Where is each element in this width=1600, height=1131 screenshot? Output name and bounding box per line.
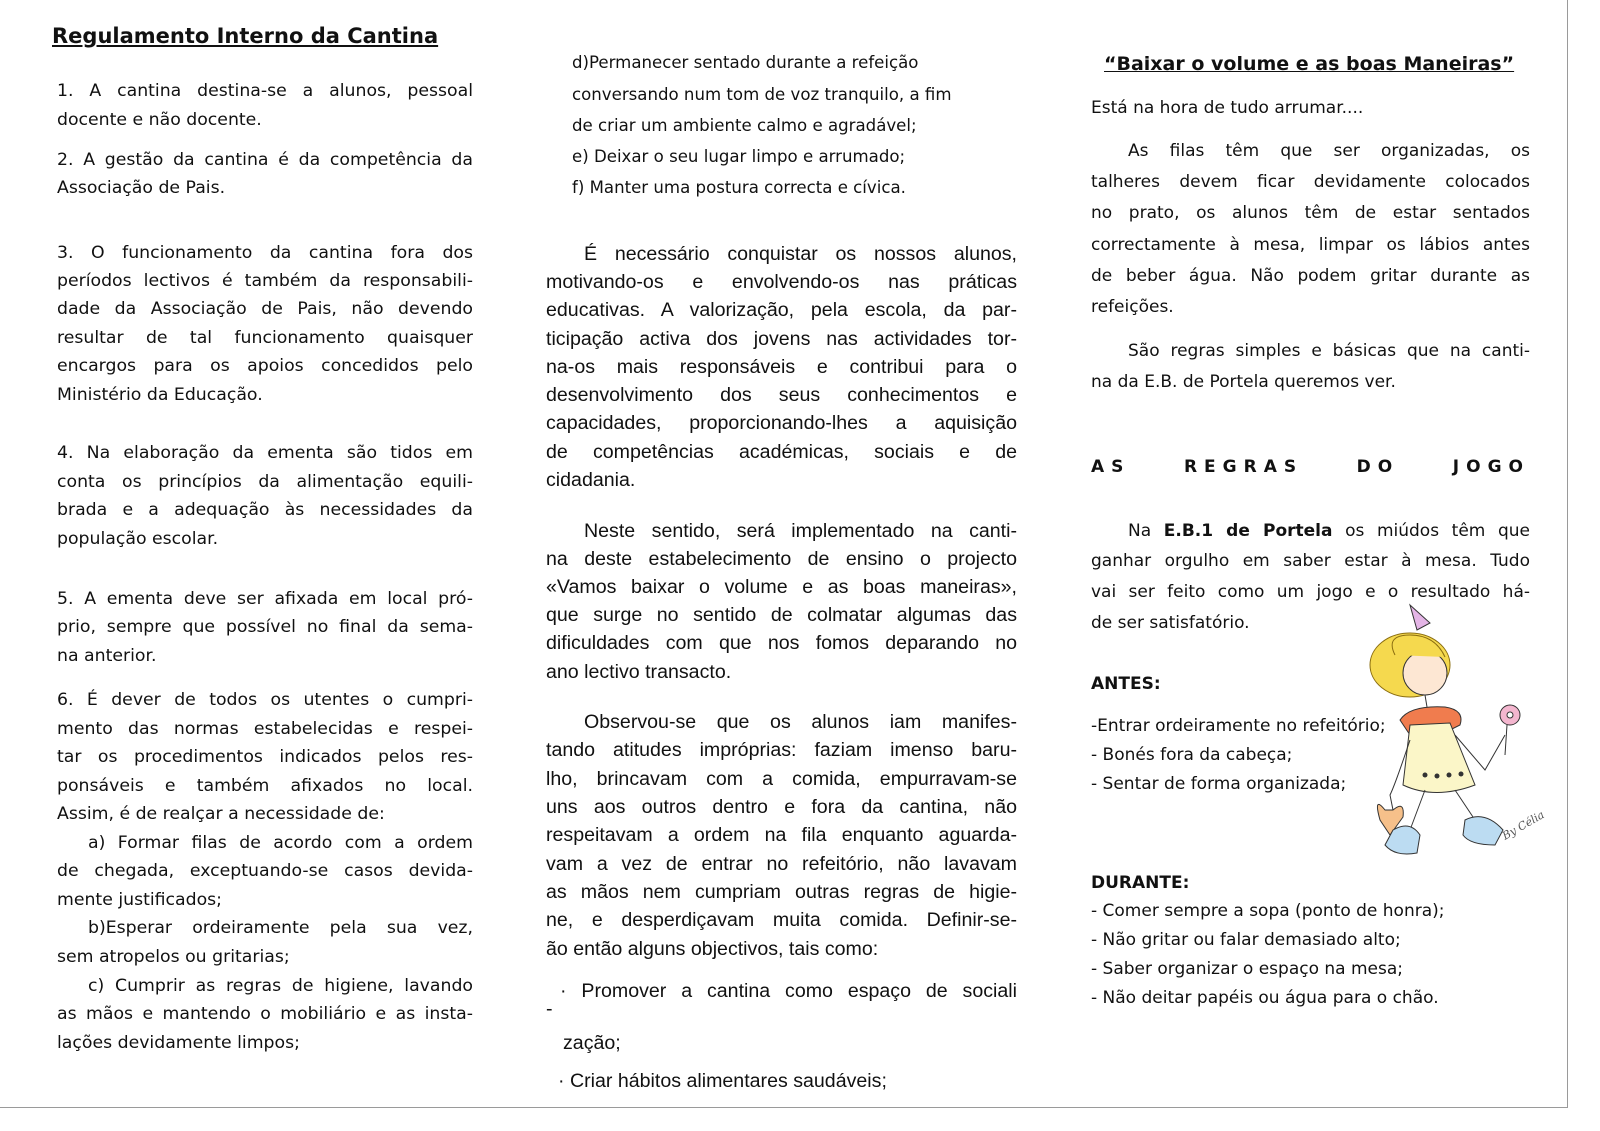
game-line: - Bonés fora da cabeça;: [1091, 745, 1293, 765]
regulation-line: lações devidamente limpos;: [57, 1033, 300, 1053]
regulation-line: b)Esperar ordeiramente pela sua vez,: [88, 918, 473, 938]
regulation-line: encargos para os apoios concedidos pelo: [57, 356, 473, 376]
regulation-line: brada e a adequação às necessidades da: [57, 500, 473, 520]
body-line: ão então alguns objectivos, tais como:: [546, 938, 879, 960]
regulation-line: 6. É dever de todos os utentes o cumpri-: [57, 690, 473, 710]
rule-line: f) Manter uma postura correcta e cívica.: [572, 178, 906, 197]
body-line: as mãos nem cumpriam outras regras de higie-: [546, 881, 1017, 903]
regulation-line: as mãos e mantendo o mobiliário e as insta-: [57, 1004, 473, 1024]
body-line: na deste estabelecimento de ensino o projecto: [546, 548, 1017, 570]
rule-line: e) Deixar o seu lugar limpo e arrumado;: [572, 147, 906, 166]
rule-line: d)Permanecer sentado durante a refeição: [572, 53, 919, 72]
campaign-line: no prato, os alunos têm de estar sentados: [1091, 203, 1530, 223]
regulation-line: de chegada, exceptuando-se casos devida-: [57, 861, 473, 881]
campaign-line: de beber água. Não podem gritar durante as: [1091, 266, 1530, 286]
regulation-line: população escolar.: [57, 529, 219, 549]
regulation-line: Associação de Pais.: [57, 178, 226, 198]
regulation-line: 5. A ementa deve ser afixada em local pró-: [57, 589, 473, 609]
regulation-line: 3. O funcionamento da cantina fora dos: [57, 243, 473, 263]
regulation-line: sem atropelos ou gritarias;: [57, 947, 290, 967]
rule-line: conversando num tom de voz tranquilo, a fim: [572, 85, 952, 104]
campaign-line: na da E.B. de Portela queremos ver.: [1091, 372, 1396, 392]
regulation-line: Ministério da Educação.: [57, 385, 263, 405]
regulation-line: prio, sempre que possível no final da sema-: [57, 617, 473, 637]
game-line: -Entrar ordeiramente no refeitório;: [1091, 716, 1386, 736]
regulation-line: 1. A cantina destina-se a alunos, pessoal: [57, 81, 473, 101]
body-line: na-os mais responsáveis e contribui para o: [546, 356, 1017, 378]
campaign-line: As filas têm que ser organizadas, os: [1128, 141, 1530, 161]
regulation-line: Assim, é de realçar a necessidade de:: [57, 804, 385, 824]
body-line: de competências académicas, sociais e de: [546, 441, 1017, 463]
intro-prefix: Na: [1128, 521, 1164, 541]
game-intro-line: [1128, 519, 1530, 543]
body-line: ticipação activa dos jovens nas actividades tor-: [546, 328, 1017, 350]
body-line: educativas. A valorização, pela escola, da par-: [546, 299, 1017, 321]
game-line: - Comer sempre a sopa (ponto de honra);: [1091, 901, 1445, 921]
regulation-line: 2. A gestão da cantina é da competência da: [57, 150, 473, 170]
game-line: - Sentar de forma organizada;: [1091, 774, 1347, 794]
regulation-line: tar os procedimentos indicados pelos res-: [57, 747, 473, 767]
regulation-line: na anterior.: [57, 646, 157, 666]
regulation-line: mente justificados;: [57, 890, 222, 910]
body-line: Observou-se que os alunos iam manifes-: [584, 711, 1017, 733]
game-line: - Saber organizar o espaço na mesa;: [1091, 959, 1404, 979]
body-line: respeitavam a ordem na fila enquanto aguarda-: [546, 824, 1017, 846]
regulation-line: a) Formar filas de acordo com a ordem: [88, 833, 473, 853]
regulation-line: períodos lectivos é também da responsabili-: [57, 271, 473, 291]
regulation-line: c) Cumprir as regras de higiene, lavando: [88, 976, 473, 996]
body-line: · Promover a cantina como espaço de sociali: [560, 980, 1017, 1002]
section-heading: ANTES:: [1091, 674, 1161, 694]
game-line: ganhar orgulho em saber estar à mesa. Tudo: [1091, 551, 1530, 571]
game-line: de ser satisfatório.: [1091, 613, 1250, 633]
campaign-line: refeições.: [1091, 297, 1174, 317]
game-line: - Não deitar papéis ou água para o chão.: [1091, 988, 1439, 1008]
regulation-line: 4. Na elaboração da ementa são tidos em: [57, 443, 473, 463]
body-line: motivando-os e envolvendo-os nas práticas: [546, 271, 1017, 293]
body-line: ano lectivo transacto.: [546, 661, 732, 683]
body-line: -: [546, 998, 553, 1020]
section-heading: DURANTE:: [1091, 873, 1190, 893]
campaign-line: correctamente à mesa, limpar os lábios antes: [1091, 235, 1530, 255]
campaign-line: Está na hora de tudo arrumar....: [1091, 98, 1364, 118]
body-line: lho, brincavam com a comida, empurravam-se: [546, 768, 1017, 790]
body-line: que surge no sentido de colmatar algumas das: [546, 604, 1017, 626]
body-line: Neste sentido, será implementado na canti-: [584, 520, 1017, 542]
campaign-line: São regras simples e básicas que na canti-: [1128, 341, 1530, 361]
body-line: capacidades, proporcionando-lhes a aquisição: [546, 412, 1017, 434]
body-line: · Criar hábitos alimentares saudáveis;: [558, 1070, 887, 1092]
game-rules-heading: AS REGRAS DO JOGO: [1091, 457, 1530, 477]
body-line: tando atitudes impróprias: faziam imenso baru-: [546, 739, 1017, 761]
body-line: cidadania.: [546, 469, 636, 491]
regulation-line: resultar de tal funcionamento quaisquer: [57, 328, 473, 348]
regulation-line: mento das normas estabelecidas e respei-: [57, 719, 473, 739]
regulation-line: dade da Associação de Pais, não devendo: [57, 299, 473, 319]
regulation-title: Regulamento Interno da Cantina: [52, 24, 439, 48]
game-line: vai ser feito como um jogo e o resultado há-: [1091, 582, 1530, 602]
regulation-line: docente e não docente.: [57, 110, 262, 130]
body-line: ne, e desperdiçavam muita comida. Definir-se-: [546, 909, 1017, 931]
body-line: vam a vez de entrar no refeitório, não lavavam: [546, 853, 1017, 875]
regulation-line: conta os princípios da alimentação equili-: [57, 472, 473, 492]
campaign-title: “Baixar o volume e as boas Maneiras”: [1104, 53, 1515, 75]
svg-text:By Célia: By Célia: [1500, 808, 1547, 843]
body-line: uns aos outros dentro e fora da cantina, não: [546, 796, 1017, 818]
school-name: E.B.1 de Portela: [1163, 521, 1333, 541]
game-line: - Não gritar ou falar demasiado alto;: [1091, 930, 1401, 950]
intro-suffix: os miúdos têm que: [1332, 521, 1530, 541]
body-line: zação;: [563, 1032, 621, 1054]
body-line: dificuldades com que nos fomos deparando no: [546, 632, 1017, 654]
body-line: «Vamos baixar o volume e as boas maneiras»,: [546, 576, 1017, 598]
rule-line: de criar um ambiente calmo e agradável;: [572, 116, 917, 135]
regulation-line: ponsáveis e também afixados no local.: [57, 776, 473, 796]
body-line: É necessário conquistar os nossos alunos,: [584, 243, 1017, 265]
body-line: desenvolvimento dos seus conhecimentos e: [546, 384, 1017, 406]
campaign-line: talheres devem ficar devidamente colocados: [1091, 172, 1530, 192]
